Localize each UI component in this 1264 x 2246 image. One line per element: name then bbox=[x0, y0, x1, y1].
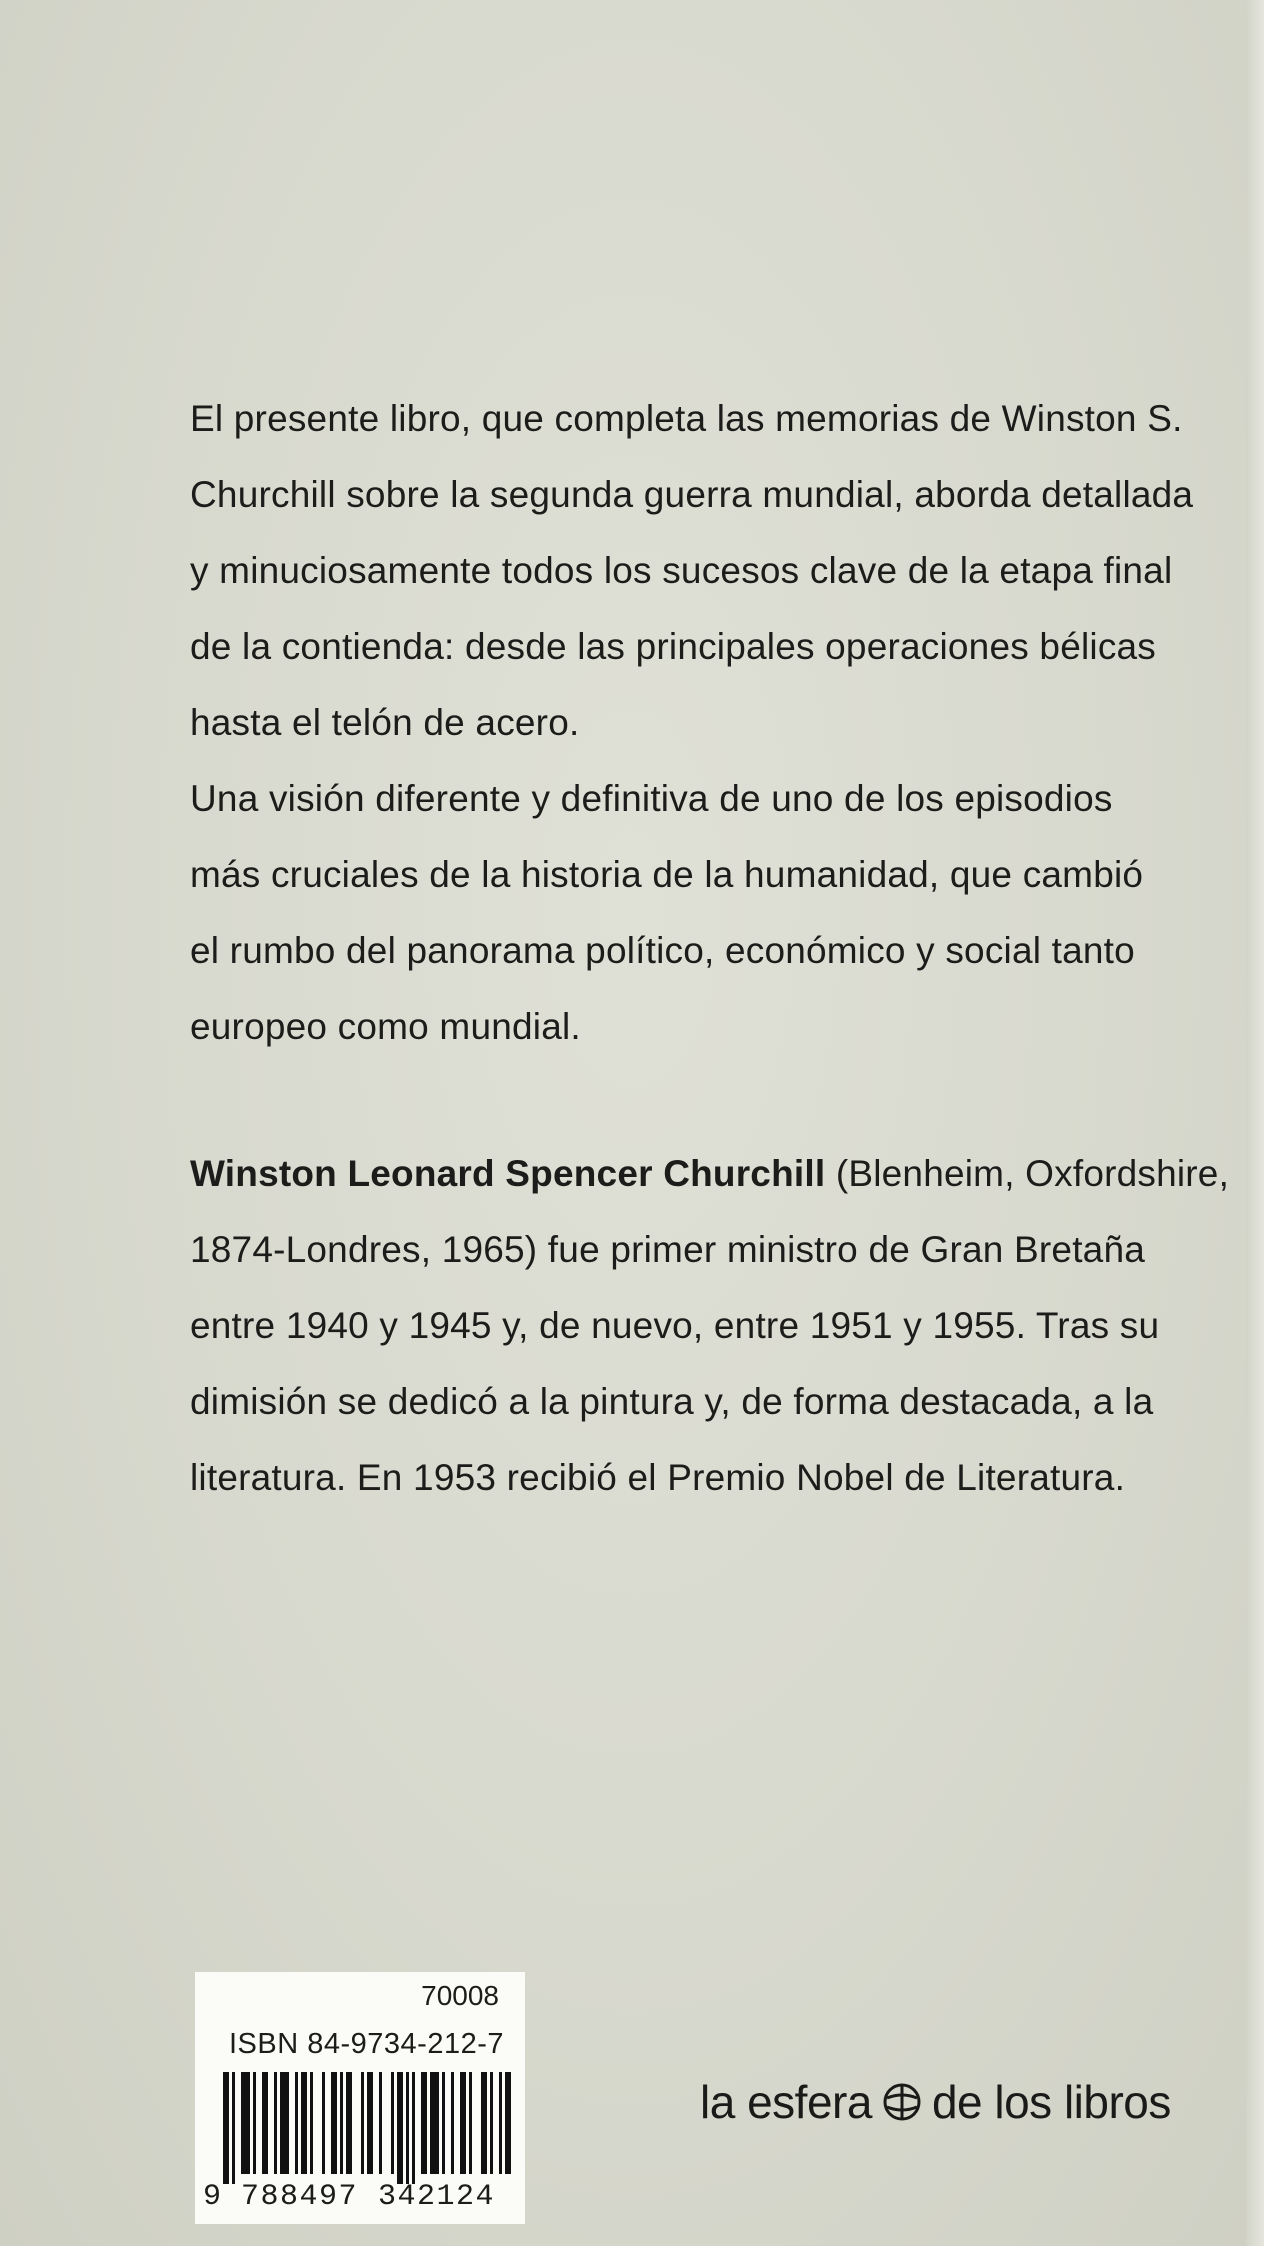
barcode-bar bbox=[280, 2072, 289, 2174]
barcode-bar bbox=[340, 2072, 343, 2174]
barcode-bar bbox=[379, 2072, 382, 2174]
barcode-bar bbox=[367, 2072, 373, 2174]
author-name: Winston Leonard Spencer Churchill bbox=[190, 1153, 826, 1194]
barcode-bar bbox=[361, 2072, 364, 2174]
barcode-bar bbox=[421, 2072, 427, 2174]
barcode-bar bbox=[346, 2072, 352, 2174]
synopsis-line: Una visión diferente y definitiva de uno de los episodios bbox=[190, 778, 1113, 819]
ean-left-digits: 788497 bbox=[241, 2180, 359, 2214]
synopsis-line: de la contienda: desde las principales operaciones bélicas bbox=[190, 626, 1156, 667]
synopsis bbox=[190, 381, 1230, 1065]
barcode-bar bbox=[406, 2072, 409, 2184]
barcode-bar bbox=[223, 2072, 229, 2184]
synopsis-line: y minuciosamente todos los sucesos clave de la etapa final bbox=[190, 550, 1173, 591]
barcode-bar bbox=[262, 2072, 268, 2174]
barcode-bar bbox=[322, 2072, 325, 2174]
bio-line bbox=[190, 1136, 1230, 1212]
barcode-bar bbox=[253, 2072, 256, 2174]
barcode-bar bbox=[430, 2072, 439, 2174]
ean-right-digits: 342124 bbox=[378, 2180, 496, 2214]
barcode-bar bbox=[331, 2072, 337, 2174]
bio-line: dimisión se dedicó a la pintura y, de forma destacada, a la bbox=[190, 1381, 1154, 1422]
barcode-bar bbox=[295, 2072, 298, 2174]
isbn-number: ISBN 84-9734-212-7 bbox=[229, 2028, 504, 2060]
synopsis-line: más cruciales de la historia de la humanidad, que cambió bbox=[190, 854, 1144, 895]
author-bio bbox=[190, 1136, 1230, 1516]
globe-icon bbox=[882, 2082, 922, 2122]
publisher-name-part1: la esfera bbox=[700, 2076, 872, 2128]
barcode-bar bbox=[391, 2072, 394, 2174]
barcode-bar bbox=[442, 2072, 445, 2174]
synopsis-line: hasta el telón de acero. bbox=[190, 702, 580, 743]
barcode-bar bbox=[232, 2072, 235, 2184]
barcode-bar bbox=[241, 2072, 250, 2174]
barcode-bar bbox=[469, 2072, 472, 2174]
barcode-bar bbox=[451, 2072, 454, 2174]
barcode-bar bbox=[481, 2072, 487, 2174]
product-code: 70008 bbox=[421, 1980, 499, 2011]
synopsis-line: el rumbo del panorama político, económico y social tanto bbox=[190, 930, 1135, 971]
barcode-bars bbox=[195, 2072, 525, 2184]
barcode-bar bbox=[460, 2072, 466, 2174]
barcode-bar bbox=[490, 2072, 493, 2174]
synopsis-line: El presente libro, que completa las memorias de Winston S. bbox=[190, 398, 1183, 439]
bio-line: 1874-Londres, 1965) fue primer ministro de Gran Bretaña bbox=[190, 1229, 1146, 1270]
bio-line-rest: (Blenheim, Oxfordshire, bbox=[825, 1153, 1230, 1194]
publisher-name-part2: de los libros bbox=[931, 2076, 1171, 2128]
cover-edge bbox=[1246, 0, 1264, 2246]
barcode-bar bbox=[310, 2072, 313, 2174]
ean-lead-digit: 9 bbox=[203, 2180, 222, 2214]
synopsis-line: Churchill sobre la segunda guerra mundial, aborda detallada bbox=[190, 474, 1194, 515]
bio-line: literatura. En 1953 recibió el Premio Nobel de Literatura. bbox=[190, 1457, 1126, 1498]
barcode-bar bbox=[505, 2072, 511, 2174]
barcode-bar bbox=[499, 2072, 502, 2174]
barcode-bar bbox=[412, 2072, 415, 2184]
synopsis-line: europeo como mundial. bbox=[190, 1006, 581, 1047]
bio-line: entre 1940 y 1945 y, de nuevo, entre 1951 y 1955. Tras su bbox=[190, 1305, 1160, 1346]
publisher-logo bbox=[700, 2072, 1171, 2132]
barcode-bar bbox=[397, 2072, 403, 2184]
barcode-bar bbox=[301, 2072, 307, 2174]
barcode-bar bbox=[274, 2072, 277, 2174]
barcode-sticker bbox=[195, 1972, 525, 2224]
